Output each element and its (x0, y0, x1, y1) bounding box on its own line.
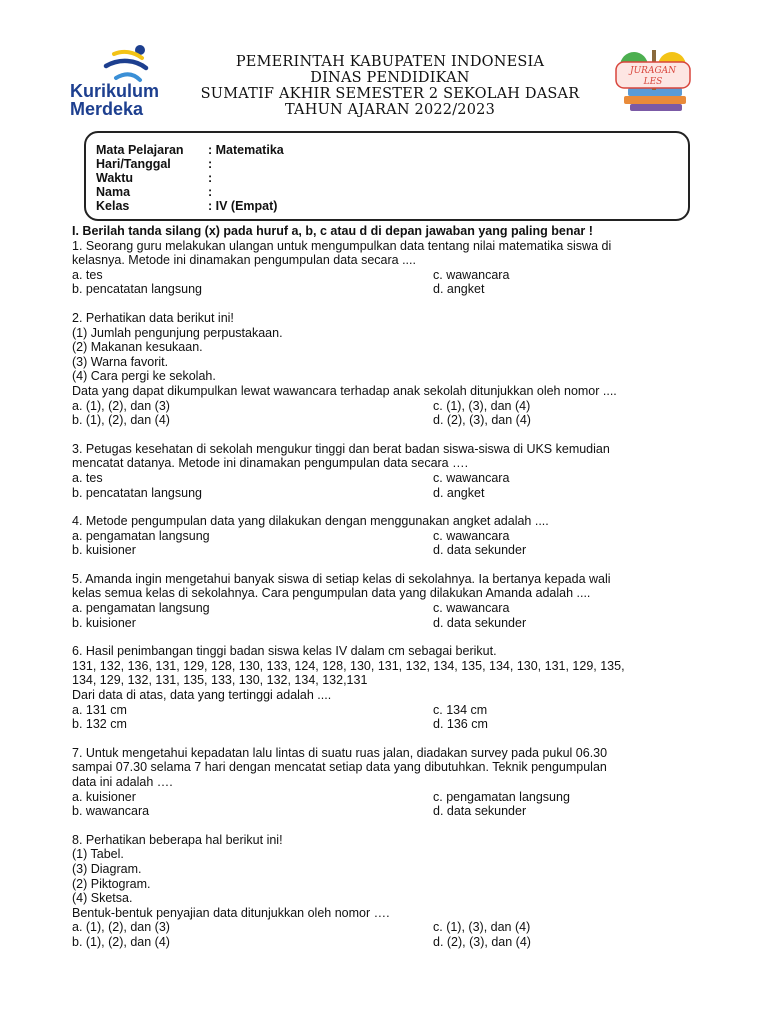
answer-option[interactable]: d. (2), (3), dan (4) (433, 413, 531, 428)
info-label: Mata Pelajaran (96, 143, 184, 157)
question-text-line: Data yang dapat dikumpulkan lewat wawancara terhadap anak sekolah ditunjukkan oleh nomor .... (72, 383, 617, 398)
answer-option[interactable]: b. (1), (2), dan (4) (72, 934, 170, 949)
question-text-line: 134, 129, 132, 131, 135, 133, 130, 132, 134, 132,131 (72, 673, 368, 688)
question-1 (72, 239, 712, 297)
answer-option[interactable]: b. pencatatan langsung (72, 485, 202, 500)
answer-option[interactable]: d. data sekunder (433, 543, 527, 558)
logo-right-line2: LES (643, 77, 663, 87)
question-6 (72, 644, 712, 732)
answer-option[interactable]: d. data sekunder (433, 804, 527, 819)
answer-option[interactable]: a. tes (72, 470, 103, 485)
logo-left-line2: Merdeka (70, 99, 144, 119)
answer-option[interactable]: c. wawancara (433, 267, 510, 282)
answer-options (72, 920, 712, 949)
answer-option[interactable]: b. wawancara (72, 804, 150, 819)
kurikulum-merdeka-mark-icon (96, 44, 156, 86)
answer-options (72, 268, 712, 297)
info-label: Kelas (96, 199, 130, 213)
question-text-line: 8. Perhatikan beberapa hal berikut ini! (72, 832, 283, 847)
answer-option[interactable]: d. angket (433, 485, 485, 500)
answer-options (72, 790, 712, 819)
answer-option[interactable]: c. pengamatan langsung (433, 789, 570, 804)
answer-option[interactable]: b. 132 cm (72, 717, 127, 732)
answer-option[interactable]: a. kuisioner (72, 789, 136, 804)
answer-option[interactable]: d. (2), (3), dan (4) (433, 934, 531, 949)
question-text-line: (3) Warna favorit. (72, 354, 169, 369)
question-text-line: (1) Jumlah pengunjung perpustakaan. (72, 325, 283, 340)
answer-options (72, 529, 712, 558)
question-4 (72, 514, 712, 558)
answer-option[interactable]: b. kuisioner (72, 615, 136, 630)
answer-option[interactable]: a. (1), (2), dan (3) (72, 398, 170, 413)
info-label: Nama (96, 185, 131, 199)
juragan-les-logo (610, 44, 696, 116)
answer-options (72, 471, 712, 500)
answer-option[interactable]: b. pencatatan langsung (72, 282, 202, 297)
question-text-line: 4. Metode pengumpulan data yang dilakukan dengan menggunakan angket adalah .... (72, 514, 549, 529)
question-text-line: kelas semua kelas di sekolahnya. Cara pengumpulan data yang dilakukan Amanda adalah .... (72, 586, 591, 601)
info-value: : (208, 171, 213, 185)
question-text-line: 3. Petugas kesehatan di sekolah mengukur tinggi dan berat badan siswa-siswa di UKS kemudian (72, 441, 610, 456)
answer-options (72, 399, 712, 428)
answer-option[interactable]: c. wawancara (433, 528, 510, 543)
answer-option[interactable]: c. (1), (3), dan (4) (433, 920, 531, 935)
answer-option[interactable]: a. pengamatan langsung (72, 528, 210, 543)
question-text-line: (1) Tabel. (72, 847, 124, 862)
answer-options (72, 601, 712, 630)
header-title-1: PEMERINTAH KABUPATEN INDONESIA (235, 54, 545, 70)
answer-option[interactable]: a. (1), (2), dan (3) (72, 920, 170, 935)
logo-left-line1: Kurikulum (70, 81, 160, 101)
info-label: Hari/Tanggal (96, 157, 171, 171)
question-text-line: (2) Makanan kesukaan. (72, 340, 203, 355)
question-8 (72, 833, 712, 950)
info-value: : (208, 185, 213, 199)
instruction: I. Berilah tanda silang (x) pada huruf a, b, c atau d di depan jawaban yang paling benar ! (72, 224, 593, 238)
answer-options (72, 703, 712, 732)
question-text-line: (4) Cara pergi ke sekolah. (72, 369, 216, 384)
answer-option[interactable]: a. tes (72, 267, 103, 282)
header-titles (170, 54, 610, 118)
question-text-line: 131, 132, 136, 131, 129, 128, 130, 133, 124, 128, 130, 131, 132, 134, 135, 134, 130, 131, 129, 135, (72, 658, 625, 673)
kurikulum-merdeka-logo (70, 44, 170, 120)
header-title-3: SUMATIF AKHIR SEMESTER 2 SEKOLAH DASAR (200, 86, 580, 102)
header-title-2: DINAS PENDIDIKAN (310, 70, 470, 86)
question-7 (72, 746, 712, 819)
answer-option[interactable]: c. 134 cm (433, 702, 488, 717)
answer-option[interactable]: b. kuisioner (72, 543, 136, 558)
question-text-line: kelasnya. Metode ini dinamakan pengumpulan data secara .... (72, 253, 416, 268)
header-title-4: TAHUN AJARAN 2022/2023 (284, 102, 496, 118)
answer-option[interactable]: b. (1), (2), dan (4) (72, 413, 170, 428)
question-3 (72, 442, 712, 500)
question-text-line: Bentuk-bentuk penyajian data ditunjukkan oleh nomor …. (72, 905, 390, 920)
answer-option[interactable]: d. angket (433, 282, 485, 297)
question-text-line: Dari data di atas, data yang tertinggi adalah .... (72, 688, 332, 703)
question-5 (72, 572, 712, 630)
question-text-line: data ini adalah …. (72, 775, 173, 789)
exam-content (72, 224, 712, 950)
logo-right-line1: JURAGAN (629, 66, 677, 76)
question-text-line: 2. Perhatikan data berikut ini! (72, 310, 234, 325)
question-text-line: 5. Amanda ingin mengetahui banyak siswa di setiap kelas di sekolahnya. Ia bertanya kepada wali (72, 571, 611, 586)
question-list (72, 239, 712, 950)
question-text-line: 7. Untuk mengetahui kepadatan lalu lintas di suatu ruas jalan, diadakan survey pada pukul 06.30 (72, 745, 608, 760)
answer-option[interactable]: c. (1), (3), dan (4) (433, 398, 531, 413)
info-value: : IV (Empat) (208, 199, 278, 213)
question-text-line: (3) Diagram. (72, 861, 142, 876)
info-value: : Matematika (208, 143, 284, 157)
question-text-line: 6. Hasil penimbangan tinggi badan siswa kelas IV dalam cm sebagai berikut. (72, 644, 497, 659)
question-text-line: (2) Piktogram. (72, 876, 151, 891)
answer-option[interactable]: c. wawancara (433, 601, 510, 616)
answer-option[interactable]: a. 131 cm (72, 702, 127, 717)
question-text-line: sampai 07.30 selama 7 hari dengan mencatat setiap data yang dibutuhkan. Teknik pengumpulan (72, 760, 607, 775)
answer-option[interactable]: d. data sekunder (433, 615, 527, 630)
info-value: : (208, 157, 213, 171)
question-text-line: 1. Seorang guru melakukan ulangan untuk mengumpulkan data tentang nilai matematika siswa di (72, 238, 612, 253)
info-label: Waktu (96, 171, 134, 185)
question-text-line: mencatat datanya. Metode ini dinamakan pengumpulan data secara …. (72, 456, 469, 471)
student-info-box (84, 131, 690, 221)
answer-option[interactable]: d. 136 cm (433, 717, 488, 732)
question-2 (72, 311, 712, 428)
answer-option[interactable]: a. pengamatan langsung (72, 601, 210, 616)
answer-option[interactable]: c. wawancara (433, 470, 510, 485)
question-text-line: (4) Sketsa. (72, 891, 133, 906)
